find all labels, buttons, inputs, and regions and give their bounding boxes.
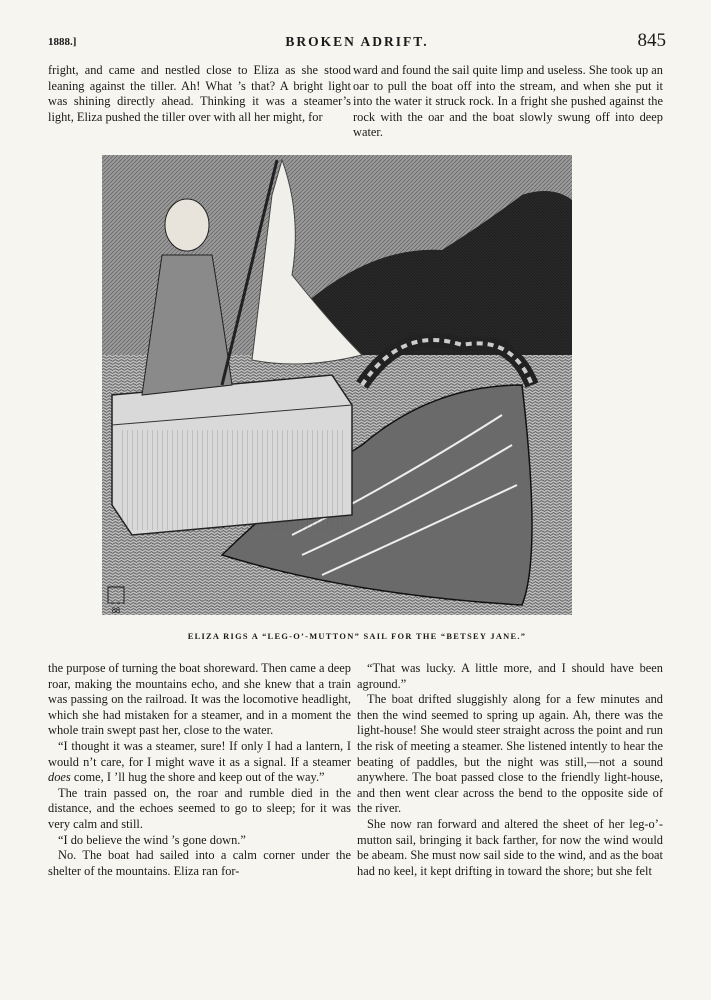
page-number: 845 <box>637 30 666 51</box>
paragraph: “I do believe the wind ’s gone down.” <box>58 832 246 847</box>
illustration <box>102 155 572 615</box>
paragraph: the purpose of turning the boat shoreward. Then came a deep roar, making the mountains echo, and she knew that a train was passing on the railroad. It was the locomotive headlight, which she had mistaken for a steamer, and in a moment the whole train swept past her, close to the water. <box>48 661 351 738</box>
paragraph: The train passed on, the roar and rumble died in the distance, and the echoes seemed to go to sleep; for it was very calm and still. <box>48 785 351 831</box>
column-top-right <box>353 63 663 141</box>
paragraph: fright, and came and nestled close to Eliza as she stood leaning against the tiller. Ah! What ’s that? A bright light was shining directly ahead. Thinking it was a steamer’s light, Eliza pushed the tiller over with all her might, for <box>48 63 351 124</box>
paragraph: She now ran forward and altered the sheet of her leg-o’-mutton sail, bringing it back farther, for now the wind would be abeam. She must now sail side to the wind, and as the boat had no keel, it kept drifting in toward the shore; but she felt <box>357 816 663 878</box>
italic-word: does <box>48 770 71 785</box>
header-year: 1888.] <box>48 36 77 48</box>
artist-signature: 88 <box>112 606 120 615</box>
girl-head <box>165 199 209 251</box>
text-run: “I thought it was a steamer, sure! If only I had a lantern, I would n’t care, for I might wave it as a signal. If a steamer <box>48 738 351 769</box>
paragraph: “That was lucky. A little more, and I should have been aground.” <box>357 661 663 691</box>
paragraph: No. The boat had sailed into a calm corner under the shelter of the mountains. Eliza ran for- <box>48 848 351 878</box>
column-bottom-left <box>48 661 351 879</box>
column-bottom-right <box>357 661 663 879</box>
paragraph: The boat drifted sluggishly along for a few minutes and then the wind seemed to spring up again. Ah, there was the light-house! She would steer straight across the point and run the risk of meeting a steamer. She listened intently to hear the beating of paddles, but the night was still,—not a sound anywhere. The boat passed close to the friendly light-house, and then went clear across the bend to the opposite side of the river. <box>357 692 663 816</box>
header-title: BROKEN ADRIFT. <box>285 34 429 49</box>
column-top-left <box>48 63 351 125</box>
running-header <box>48 30 666 54</box>
figure-caption: ELIZA RIGS A “LEG-O’-MUTTON” SAIL FOR THE “BETSEY JANE.” <box>187 632 527 641</box>
paragraph: ward and found the sail quite limp and useless. She took up an oar to pull the boat off into the stream, and when she put it into the water it struck rock. In a fright she pushed against the rock with the oar and the boat slowly swung off into deep water. <box>353 63 663 140</box>
text-run: come, I ’ll hug the shore and keep out of the way.” <box>73 770 325 785</box>
paragraph <box>48 739 351 786</box>
